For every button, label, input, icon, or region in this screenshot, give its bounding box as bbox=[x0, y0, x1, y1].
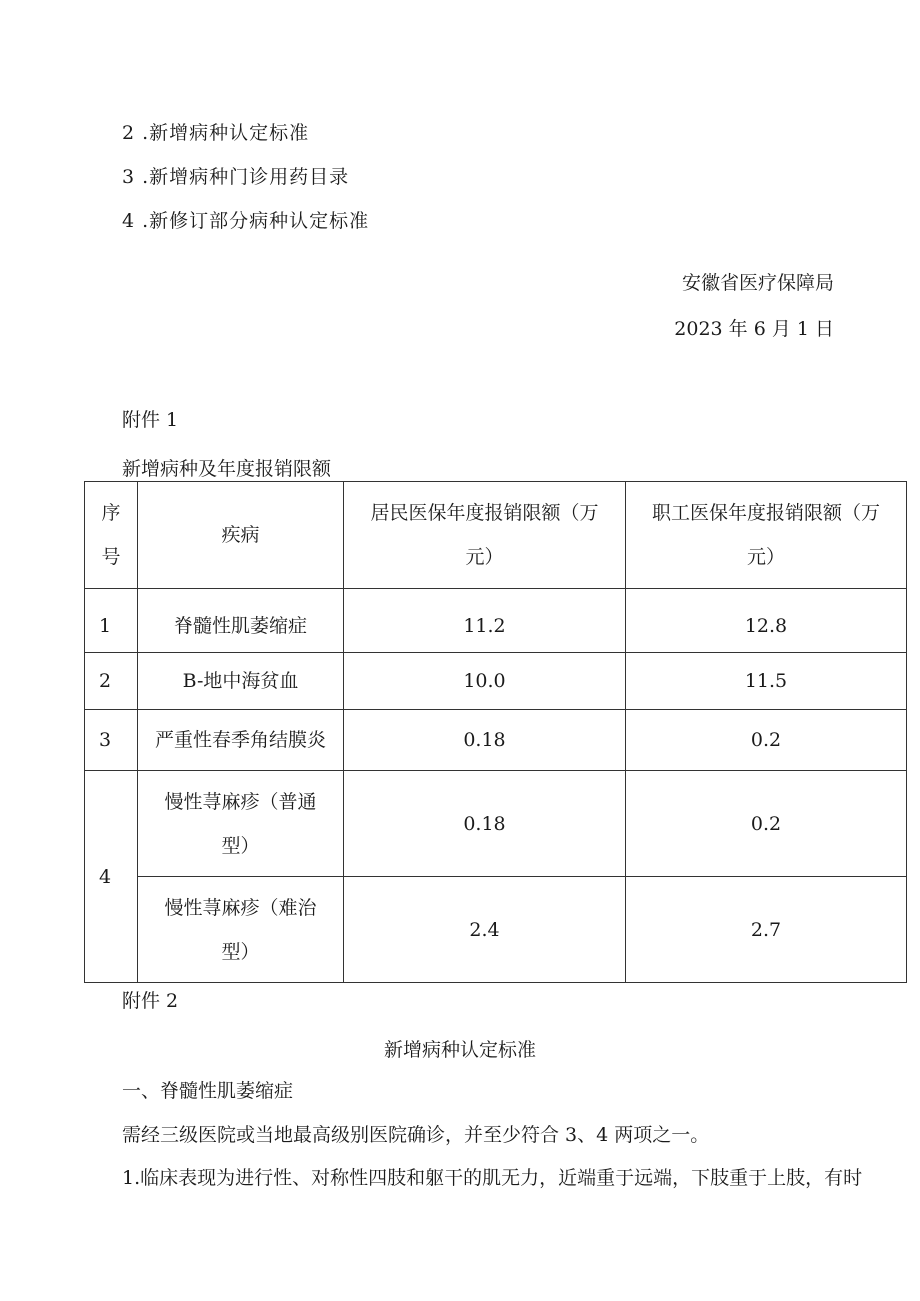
table-row bbox=[85, 877, 907, 983]
table-row bbox=[85, 710, 907, 771]
header-resident-line1: 居民医保年度报销限额（万 bbox=[370, 502, 599, 524]
row-3-no: 3 bbox=[85, 710, 138, 771]
section-1-heading: 一、脊髓性肌萎缩症 bbox=[122, 1080, 294, 1102]
row-4b-disease-line1: 慢性荨麻疹（难治 bbox=[164, 896, 317, 919]
row-4b-employee: 2.7 bbox=[626, 877, 907, 983]
row-3-employee: 0.2 bbox=[626, 710, 907, 771]
table-row bbox=[85, 653, 907, 710]
attachment-item-3: 3 .新增病种门诊用药目录 bbox=[122, 166, 350, 188]
row-1-no: 1 bbox=[85, 589, 138, 653]
annex-2-label: 附件 2 bbox=[122, 990, 179, 1012]
header-resident bbox=[344, 482, 626, 589]
row-4a-disease-line2: 型） bbox=[221, 834, 260, 857]
header-no-line1: 序 bbox=[101, 502, 121, 524]
row-2-resident: 10.0 bbox=[344, 653, 626, 710]
row-2-no: 2 bbox=[85, 653, 138, 710]
annex-1-table-title: 新增病种及年度报销限额 bbox=[122, 458, 332, 480]
header-no-line2: 号 bbox=[101, 546, 121, 568]
row-4b-resident: 2.4 bbox=[344, 877, 626, 983]
table-header-row bbox=[85, 482, 907, 589]
quota-table bbox=[84, 481, 907, 983]
row-4b-disease bbox=[138, 877, 344, 983]
row-4a-employee: 0.2 bbox=[626, 771, 907, 877]
attachment-item-4: 4 .新修订部分病种认定标准 bbox=[122, 210, 370, 232]
annex-2-title: 新增病种认定标准 bbox=[383, 1039, 536, 1061]
row-1-employee: 12.8 bbox=[626, 589, 907, 653]
row-1-disease: 脊髓性肌萎缩症 bbox=[138, 589, 344, 653]
row-4a-disease bbox=[138, 771, 344, 877]
table-row bbox=[85, 771, 907, 877]
row-4a-resident: 0.18 bbox=[344, 771, 626, 877]
row-4-no: 4 bbox=[85, 771, 138, 983]
header-disease: 疾病 bbox=[138, 482, 344, 589]
row-4b-disease-line2: 型） bbox=[221, 940, 260, 963]
issuing-organization: 安徽省医疗保障局 bbox=[681, 272, 834, 294]
row-3-resident: 0.18 bbox=[344, 710, 626, 771]
attachment-item-2: 2 .新增病种认定标准 bbox=[122, 122, 310, 144]
annex-1-label: 附件 1 bbox=[122, 409, 179, 431]
issue-date: 2023 年 6 月 1 日 bbox=[674, 318, 834, 340]
paragraph-2: 1.临床表现为进行性、对称性四肢和躯干的肌无力，近端重于远端，下肢重于上肢，有时 bbox=[122, 1167, 863, 1189]
header-employee bbox=[626, 482, 907, 589]
row-2-employee: 11.5 bbox=[626, 653, 907, 710]
header-employee-line1: 职工医保年度报销限额（万 bbox=[651, 502, 880, 524]
header-no bbox=[85, 482, 138, 589]
header-resident-line2: 元） bbox=[465, 546, 504, 568]
row-4a-disease-line1: 慢性荨麻疹（普通 bbox=[164, 790, 317, 813]
table-row bbox=[85, 589, 907, 653]
paragraph-1: 需经三级医院或当地最高级别医院确诊，并至少符合 3、4 两项之一。 bbox=[122, 1124, 710, 1146]
row-1-resident: 11.2 bbox=[344, 589, 626, 653]
row-2-disease: B-地中海贫血 bbox=[138, 653, 344, 710]
row-3-disease: 严重性春季角结膜炎 bbox=[138, 710, 344, 771]
header-employee-line2: 元） bbox=[746, 546, 785, 568]
